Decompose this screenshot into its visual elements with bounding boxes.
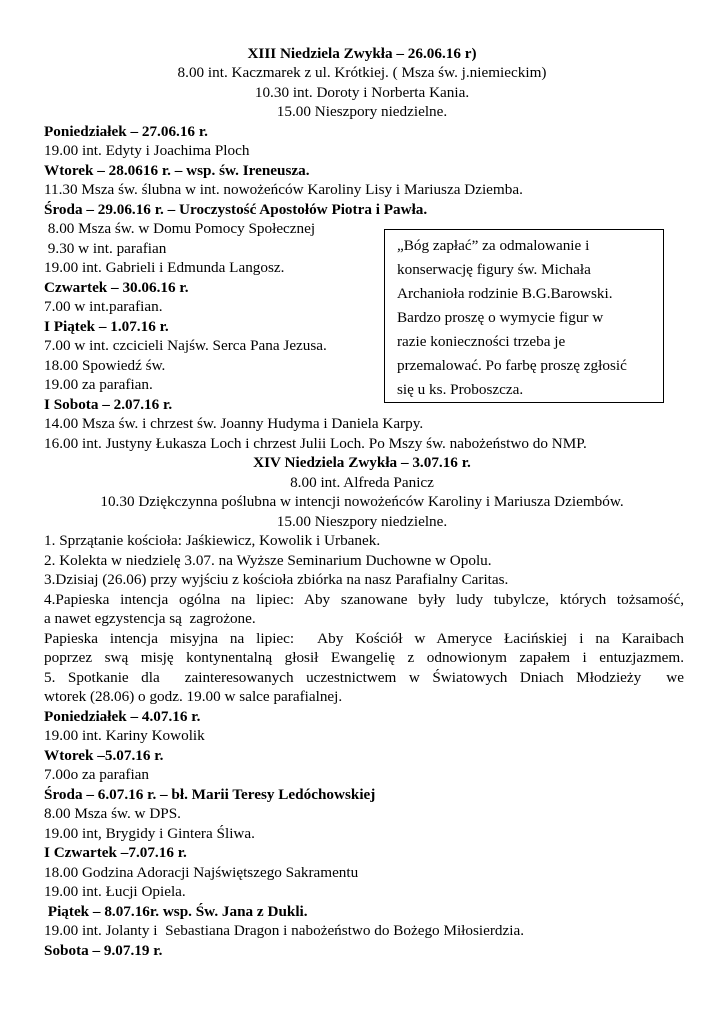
day-heading: I Sobota – 2.07.16 r. [44,396,173,413]
mass-line: 7.00 w int.parafian. [44,298,163,315]
announcement-line: 1. Sprzątanie kościoła: Jaśkiewicz, Kowolik i Urbanek. [44,532,381,549]
announcement-line: 3.Dzisiaj (26.06) przy wyjściu z kościoła zbiórka na nasz Parafialny Caritas. [44,571,509,588]
sunday-heading: XIV Niedziela Zwykła – 3.07.16 r. [253,454,471,471]
announcement-line: poprzez swą misję kontynentalną głosił Ewangelię z odnowionym zapałem i entuzjazmem. [44,649,684,666]
notice-line: się u ks. Proboszcza. [397,381,524,398]
mass-line: 10.30 Dziękczynna poślubna w intencji nowożeńców Karoliny i Mariusza Dziembów. [100,493,624,510]
mass-line: 10.30 int. Doroty i Norberta Kania. [254,84,470,101]
day-heading: Środa – 29.06.16 r. – Uroczystość Apostołów Piotra i Pawła. [44,201,428,218]
announcement-line: Papieska intencja misyjna na lipiec: Aby Kościół w Ameryce Łacińskiej i na Karaibach [44,630,684,647]
announcement-line: 4.Papieska intencja ogólna na lipiec: Aby szanowane były ludy tubylcze, których tożsamość, [44,591,684,608]
sunday-heading: XIII Niedziela Zwykła – 26.06.16 r) [247,45,477,62]
mass-line: 18.00 Godzina Adoracji Najświętszego Sakramentu [44,864,359,881]
notice-line: Archanioła rodzinie B.G.Barowski. [397,285,613,302]
mass-line: 19.00 int. Łucji Opiela. [44,883,186,900]
mass-line: 15.00 Nieszpory niedzielne. [276,103,448,120]
mass-line: 19.00 int. Kariny Kowolik [44,727,205,744]
notice-line: Bardzo proszę o wymycie figur w [397,309,604,326]
mass-line: 16.00 int. Justyny Łukasza Loch i chrzest Julii Loch. Po Mszy św. nabożeństwo do NMP. [44,435,587,452]
mass-line: 15.00 Nieszpory niedzielne. [276,513,448,530]
day-heading: Piątek – 8.07.16r. wsp. Św. Jana z Dukli. [44,903,308,920]
mass-line: 8.00 int. Alfreda Panicz [290,474,434,491]
day-heading: I Piątek – 1.07.16 r. [44,318,169,335]
mass-line: 8.00 Msza św. w Domu Pomocy Społecznej [44,220,316,237]
mass-line: 9.30 w int. parafian [44,240,167,257]
mass-line: 19.00 int. Gabrieli i Edmunda Langosz. [44,259,285,276]
day-heading: Wtorek – 28.0616 r. – wsp. św. Ireneusza. [44,162,310,179]
mass-line: 7.00o za parafian [44,766,149,783]
day-heading: I Czwartek –7.07.16 r. [44,844,187,861]
announcement-line: 2. Kolekta w niedzielę 3.07. na Wyższe Seminarium Duchowne w Opolu. [44,552,492,569]
mass-line: 8.00 Msza św. w DPS. [44,805,181,822]
notice-line: razie konieczności trzeba je [397,333,566,350]
mass-line: 7.00 w int. czcicieli Najśw. Serca Pana Jezusa. [44,337,327,354]
mass-line: 11.30 Msza św. ślubna w int. nowożeńców Karoliny Lisy i Mariusza Dziemba. [44,181,523,198]
day-heading: Środa – 6.07.16 r. – bł. Marii Teresy Ledóchowskiej [44,786,376,803]
announcement-line: a nawet egzystencja są zagrożone. [44,610,256,627]
day-heading: Wtorek –5.07.16 r. [44,747,164,764]
notice-line: konserwację figury św. Michała [397,261,591,278]
mass-line: 19.00 int. Edyty i Joachima Ploch [44,142,250,159]
announcement-line: wtorek (28.06) o godz. 19.00 w salce parafialnej. [44,688,343,705]
day-heading: Czwartek – 30.06.16 r. [44,279,189,296]
day-heading: Poniedziałek – 4.07.16 r. [44,708,201,725]
notice-line: przemalować. Po farbę proszę zgłosić [397,357,627,374]
mass-line: 19.00 int. Jolanty i Sebastiana Dragon i nabożeństwo do Bożego Miłosierdzia. [44,922,525,939]
mass-line: 18.00 Spowiedź św. [44,357,166,374]
mass-line: 19.00 int, Brygidy i Gintera Śliwa. [44,825,255,842]
day-heading: Poniedziałek – 27.06.16 r. [44,123,208,140]
announcement-line: 5. Spotkanie dla zainteresowanych uczestnictwem w Światowych Dniach Młodzieży we [44,669,684,686]
day-heading: Sobota – 9.07.19 r. [44,942,163,959]
mass-line: 8.00 int. Kaczmarek z ul. Krótkiej. ( Msza św. j.niemieckim) [177,64,547,81]
notice-line: „Bóg zapłać” za odmalowanie i [397,237,590,254]
mass-line: 19.00 za parafian. [44,376,153,393]
mass-line: 14.00 Msza św. i chrzest św. Joanny Hudyma i Daniela Karpy. [44,415,424,432]
notice-box [384,229,664,403]
